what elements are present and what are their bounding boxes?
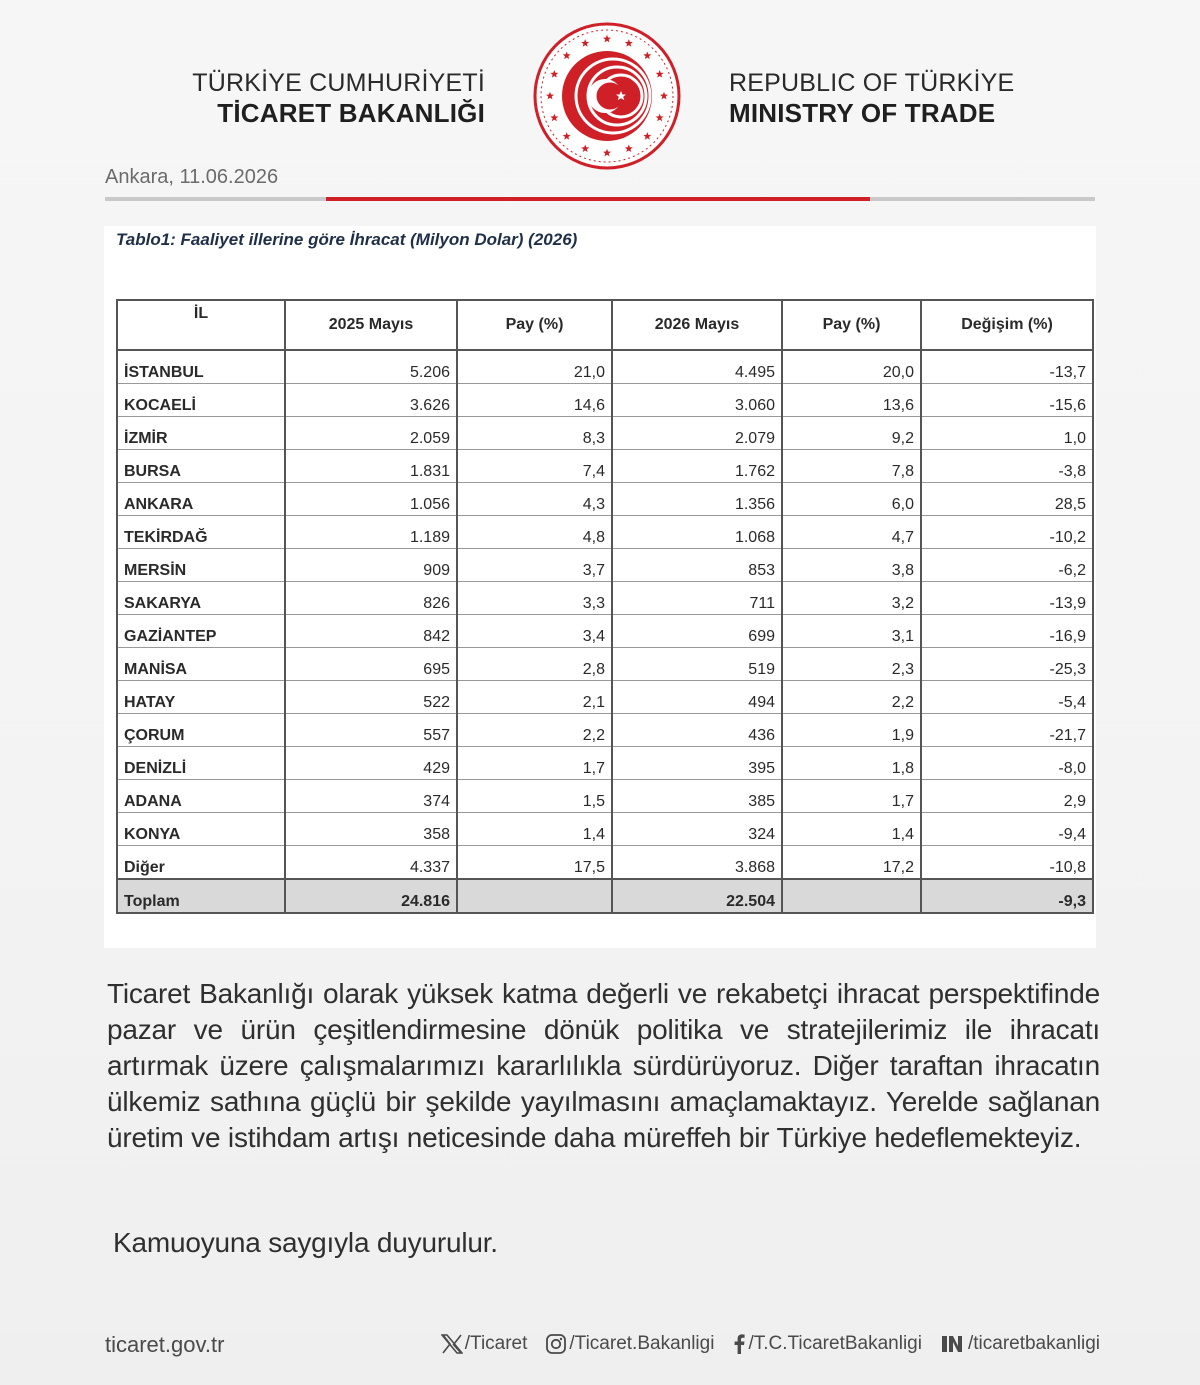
province-cell: İZMİR [117, 417, 285, 450]
value-cell: 1.189 [285, 516, 457, 549]
column-header: 2025 Mayıs [285, 300, 457, 350]
value-cell: 1.068 [612, 516, 782, 549]
column-header: Değişim (%) [921, 300, 1093, 350]
value-cell: -13,9 [921, 582, 1093, 615]
column-header: İL [117, 300, 285, 350]
value-cell: 853 [612, 549, 782, 582]
website-link[interactable]: ticaret.gov.tr [105, 1332, 225, 1357]
column-header: Pay (%) [782, 300, 921, 350]
value-cell: 2,2 [782, 681, 921, 714]
value-cell: 3,1 [782, 615, 921, 648]
value-cell: 4,7 [782, 516, 921, 549]
value-cell: 3,4 [457, 615, 612, 648]
value-cell: 21,0 [457, 350, 612, 384]
province-cell: ANKARA [117, 483, 285, 516]
value-cell: 1,9 [782, 714, 921, 747]
value-cell: -10,8 [921, 846, 1093, 880]
value-cell: 909 [285, 549, 457, 582]
social-label: /ticaretbakanligi [967, 1333, 1100, 1354]
value-cell: -9,4 [921, 813, 1093, 846]
value-cell: 3,7 [457, 549, 612, 582]
value-cell: 13,6 [782, 384, 921, 417]
value-cell: -16,9 [921, 615, 1093, 648]
value-cell: 3,8 [782, 549, 921, 582]
table-row [117, 417, 1093, 450]
province-cell: ÇORUM [117, 714, 285, 747]
value-cell: 7,4 [457, 450, 612, 483]
table-row [117, 747, 1093, 780]
value-cell: 2,1 [457, 681, 612, 714]
value-cell: 1,4 [782, 813, 921, 846]
value-cell: -21,7 [921, 714, 1093, 747]
social-link-facebook[interactable] [732, 1333, 922, 1355]
value-cell: 1,4 [457, 813, 612, 846]
header-en-line1: REPUBLIC OF TÜRKİYE [729, 69, 1015, 97]
value-cell: 28,5 [921, 483, 1093, 516]
province-cell: MANİSA [117, 648, 285, 681]
province-cell: Diğer [117, 846, 285, 880]
value-cell: -10,2 [921, 516, 1093, 549]
table-row [117, 582, 1093, 615]
table-row [117, 681, 1093, 714]
value-cell: 429 [285, 747, 457, 780]
value-cell: -5,4 [921, 681, 1093, 714]
value-cell: 842 [285, 615, 457, 648]
header-tr-line2: TİCARET BAKANLIĞI [217, 98, 485, 128]
table-row [117, 648, 1093, 681]
instagram-icon [545, 1333, 567, 1355]
social-links [441, 1333, 1100, 1355]
value-cell: 2,2 [457, 714, 612, 747]
province-cell: GAZİANTEP [117, 615, 285, 648]
value-cell: 1,5 [457, 780, 612, 813]
value-cell: 3.868 [612, 846, 782, 880]
value-cell: 1.831 [285, 450, 457, 483]
value-cell: 1.056 [285, 483, 457, 516]
value-cell: 17,2 [782, 846, 921, 880]
value-cell: 14,6 [457, 384, 612, 417]
table-header-row [117, 300, 1093, 350]
value-cell: -25,3 [921, 648, 1093, 681]
value-cell: 324 [612, 813, 782, 846]
value-cell: 4,8 [457, 516, 612, 549]
header-english [729, 68, 1059, 128]
value-cell: 2,9 [921, 780, 1093, 813]
nsosyal-icon [940, 1334, 966, 1354]
value-cell: 374 [285, 780, 457, 813]
export-table [116, 299, 1094, 914]
province-cell: HATAY [117, 681, 285, 714]
value-cell: -3,8 [921, 450, 1093, 483]
table-row [117, 780, 1093, 813]
value-cell: 17,5 [457, 846, 612, 880]
value-cell: 395 [612, 747, 782, 780]
value-cell: 2.079 [612, 417, 782, 450]
social-link-nsosyal[interactable] [940, 1333, 1100, 1355]
value-cell: 4,3 [457, 483, 612, 516]
closing-line: Kamuoyuna saygıyla duyurulur. [113, 1227, 498, 1258]
table-caption: Tablo1: Faaliyet illerine göre İhracat (Milyon Dolar) (2026) [116, 230, 578, 249]
total-value-cell: 24.816 [285, 879, 457, 913]
value-cell: 522 [285, 681, 457, 714]
value-cell: -13,7 [921, 350, 1093, 384]
social-label: /T.C.TicaretBakanligi [748, 1333, 922, 1354]
social-label: /Ticaret [464, 1333, 528, 1354]
province-cell: DENİZLİ [117, 747, 285, 780]
value-cell: 826 [285, 582, 457, 615]
value-cell: -15,6 [921, 384, 1093, 417]
value-cell: 1,7 [782, 780, 921, 813]
total-value-cell [457, 879, 612, 913]
table-row [117, 813, 1093, 846]
value-cell: 695 [285, 648, 457, 681]
table-row [117, 615, 1093, 648]
province-cell: KOCAELİ [117, 384, 285, 417]
social-link-instagram[interactable] [545, 1333, 714, 1355]
value-cell: 4.337 [285, 846, 457, 880]
value-cell: 711 [612, 582, 782, 615]
province-cell: BURSA [117, 450, 285, 483]
value-cell: 1,7 [457, 747, 612, 780]
value-cell: 2.059 [285, 417, 457, 450]
total-value-cell [782, 879, 921, 913]
value-cell: 358 [285, 813, 457, 846]
value-cell: -8,0 [921, 747, 1093, 780]
value-cell: 385 [612, 780, 782, 813]
total-label-cell: Toplam [117, 879, 285, 913]
column-header: Pay (%) [457, 300, 612, 350]
province-cell: SAKARYA [117, 582, 285, 615]
value-cell: 3.626 [285, 384, 457, 417]
value-cell: 5.206 [285, 350, 457, 384]
facebook-icon [732, 1333, 746, 1355]
province-cell: TEKİRDAĞ [117, 516, 285, 549]
province-cell: MERSİN [117, 549, 285, 582]
value-cell: 3,2 [782, 582, 921, 615]
social-label: /Ticaret.Bakanligi [569, 1333, 715, 1354]
value-cell: 9,2 [782, 417, 921, 450]
value-cell: 20,0 [782, 350, 921, 384]
value-cell: 494 [612, 681, 782, 714]
table-row [117, 714, 1093, 747]
value-cell: -6,2 [921, 549, 1093, 582]
table-row [117, 384, 1093, 417]
header-tr-line1: TÜRKİYE CUMHURİYETİ [192, 69, 485, 97]
table-total-row [117, 879, 1093, 913]
body-paragraph: Ticaret Bakanlığı olarak yüksek katma değerli ve rekabetçi ihracat perspektifinde pazar ve ürün çeşitlendirmesine dönük politika ve stratejilerimiz ile ihracatı artırmak üzere çalışmalarımızı kararlılıkla sürdürüyoruz. Diğer taraftan ihracatın ülkemiz sathına güçlü bir şekilde yayılmasını amaçlamaktayız. Yerelde sağlanan üretim ve istihdam artışı neticesinde daha müreffeh bir Türkiye hedeflemekteyiz. [107, 978, 1100, 1153]
province-cell: ADANA [117, 780, 285, 813]
value-cell: 436 [612, 714, 782, 747]
value-cell: 4.495 [612, 350, 782, 384]
value-cell: 1,8 [782, 747, 921, 780]
value-cell: 2,3 [782, 648, 921, 681]
value-cell: 1,0 [921, 417, 1093, 450]
province-cell: İSTANBUL [117, 350, 285, 384]
value-cell: 519 [612, 648, 782, 681]
social-link-x[interactable] [441, 1333, 528, 1355]
total-value-cell: 22.504 [612, 879, 782, 913]
table-row [117, 846, 1093, 880]
x-icon [441, 1334, 463, 1354]
export-table-panel [104, 226, 1096, 948]
value-cell: 2,8 [457, 648, 612, 681]
value-cell: 6,0 [782, 483, 921, 516]
value-cell: 3.060 [612, 384, 782, 417]
ministry-emblem-icon [533, 22, 681, 170]
dateline: Ankara, 11.06.2026 [105, 166, 279, 188]
value-cell: 1.762 [612, 450, 782, 483]
column-header: 2026 Mayıs [612, 300, 782, 350]
table-row [117, 483, 1093, 516]
value-cell: 7,8 [782, 450, 921, 483]
value-cell: 3,3 [457, 582, 612, 615]
header-en-line2: MINISTRY OF TRADE [729, 98, 996, 128]
table-row [117, 450, 1093, 483]
province-cell: KONYA [117, 813, 285, 846]
value-cell: 557 [285, 714, 457, 747]
total-value-cell: -9,3 [921, 879, 1093, 913]
value-cell: 699 [612, 615, 782, 648]
header-divider-accent [326, 197, 870, 201]
header-turkish [150, 68, 485, 128]
value-cell: 8,3 [457, 417, 612, 450]
table-row [117, 516, 1093, 549]
table-row [117, 549, 1093, 582]
table-row [117, 350, 1093, 384]
value-cell: 1.356 [612, 483, 782, 516]
